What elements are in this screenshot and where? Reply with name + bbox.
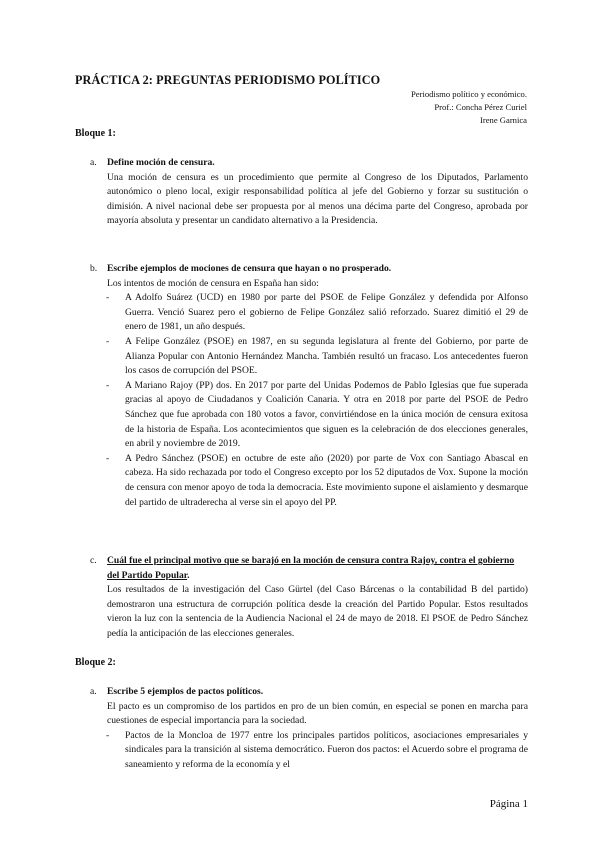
bullet-list <box>90 729 528 773</box>
bloque1-item-a <box>90 156 528 229</box>
list-item-text: A Mariano Rajoy (PP) dos. En 2017 por parte del Unidas Podemos de Pablo Iglesias que fue superada gracias al apoyo de Ciudadanos y Coalición Canaria. Y otra en 2018 por parte del PSOE de Pedro Sánchez que fue aprobada con 180 votos a favor, convirtiéndose en la única moción de censura exitosa de la historia de España. Los acontecimientos que siguen es la celebración de dos elecciones generales, en abril y noviembre de 2019. <box>125 379 528 450</box>
list-item-text: A Felipe González (PSOE) en 1987, en su segunda legislatura al frente del Gobierno, por parte de Alianza Popular con Antonio Hernández Mancha. También resultó un fracaso. Los antecedentes fueron los casos de corrupción del PSOE. <box>125 335 528 377</box>
bloque2-item-a <box>90 685 528 773</box>
list-item-text: Pactos de la Moncloa de 1977 entre los principales partidos políticos, asociaciones empresariales y sindicales para la transición al sistema democrático. Fueron dos pactos: el Acuerdo sobre el programa de saneamiento y reforma de la economía y el <box>125 729 528 770</box>
list-item-text: A Pedro Sánchez (PSOE) en octubre de este año (2020) por parte de Vox con Santiago Abascal en cabeza. Ha sido rechazada por todo el Congreso excepto por los 52 diputados de Vox. Supone la moción de censura con menor apoyo de toda la democracia. Este movimiento supone el aislamiento y desmarque del partido de ultraderecha al verse sin el apoyo del PP. <box>125 452 528 508</box>
list-item: - A Felipe González (PSOE) en 1987, en su segunda legislatura al frente del Gobierno, por parte de Alianza Popular con Antonio Hernández Mancha. También resultó un fracaso. Los antecedentes fueron los casos de corrupción del PSOE. <box>106 335 528 377</box>
bloque1-item-b <box>90 262 528 510</box>
item-marker: b. <box>90 263 98 274</box>
item-marker: c. <box>90 555 97 566</box>
item-marker: a. <box>90 686 97 697</box>
meta-course: Periodismo político y económico. <box>411 89 527 99</box>
page-number: Página 1 <box>489 798 528 810</box>
list-item-text: A Adolfo Suárez (UCD) en 1980 por parte del PSOE de Felipe González y defendida por Alfonso Guerra. Venció Suarez pero el gobierno de Felipe González salió reforzado. Suarez dimitió el 29 de enero de 1981, un año después. <box>125 292 528 333</box>
item-label: Define moción de censura. <box>107 157 215 168</box>
bloque2-heading: Bloque 2: <box>75 657 116 668</box>
item-label: Escribe 5 ejemplos de pactos políticos. <box>107 686 264 697</box>
bloque1-item-c <box>90 554 528 642</box>
item-label-end: . <box>187 569 190 581</box>
item-text: Una moción de censura es un procedimiento que permite al Congreso de los Diputados, Parlamento autonómico o pleno local, exigir responsabilidad política al jefe del Gobierno y forzar su sustitución o dimisión. A nivel nacional debe ser propuesta por al menos una décima parte del Congreso, aprobada por mayoría absoluta y presentar un candidato alternativo a la Presidencia. <box>107 171 528 227</box>
list-item: - Pactos de la Moncloa de 1977 entre los principales partidos políticos, asociaciones empresariales y sindicales para la transición al sistema democrático. Fueron dos pactos: el Acuerdo sobre el programa de saneamiento y reforma de la economía y el <box>106 729 528 770</box>
document-meta <box>411 88 527 127</box>
meta-professor: Prof.: Concha Pérez Curiel <box>434 102 527 112</box>
item-text: El pacto es un compromiso de los partidos en pro de un bien común, en especial se ponen en marcha para cuestiones de especial importancia para la sociedad. <box>107 700 528 727</box>
item-label <box>107 554 528 583</box>
bullet-list <box>90 291 528 510</box>
list-item: - A Adolfo Suárez (UCD) en 1980 por parte del PSOE de Felipe González y defendida por Alfonso Guerra. Venció Suarez pero el gobierno de Felipe González salió reforzado. Suarez dimitió el 29 de enero de 1981, un año después. <box>106 292 528 333</box>
list-item: - A Mariano Rajoy (PP) dos. En 2017 por parte del Unidas Podemos de Pablo Iglesias que fue superada gracias al apoyo de Ciudadanos y Coalición Canaria. Y otra en 2018 por parte del PSOE de Pedro Sánchez que fue aprobada con 180 votos a favor, convirtiéndose en la única moción de censura exitosa de la historia de España. Los acontecimientos que siguen es la celebración de dos elecciones generales, en abril y noviembre de 2019. <box>106 379 528 450</box>
item-label: Escribe ejemplos de mociones de censura que hayan o no prosperado. <box>107 263 392 274</box>
list-item: - A Pedro Sánchez (PSOE) en octubre de este año (2020) por parte de Vox con Santiago Abascal en cabeza. Ha sido rechazada por todo el Congreso excepto por los 52 diputados de Vox. Supone la moción de censura con menor apoyo de toda la democracia. Este movimiento supone el aislamiento y desmarque del partido de ultraderecha al verse sin el apoyo del PP. <box>106 452 528 508</box>
item-marker: a. <box>90 157 97 168</box>
meta-author: Irene Garnica <box>480 115 527 125</box>
item-intro: Los intentos de moción de censura en España han sido: <box>107 277 319 289</box>
item-label-underlined: Cuál fue el principal motivo que se barajó en la moción de censura contra Rajoy, contra el gobierno del Partido Popular <box>107 555 515 581</box>
item-text: Los resultados de la investigación del Caso Gürtel (del Caso Bárcenas o la contabilidad B del partido) demostraron una estructura de corrupción política desde la creación del Partido Popular. Estos resultados vieron la luz con la sentencia de la Audiencia Nacional el 24 de mayo de 2018. El PSOE de Pedro Sánchez pedía la anticipación de las elecciones generales. <box>107 584 528 639</box>
document-title: PRÁCTICA 2: PREGUNTAS PERIODISMO POLÍTICO <box>75 73 381 87</box>
bloque1-heading: Bloque 1: <box>75 128 116 139</box>
